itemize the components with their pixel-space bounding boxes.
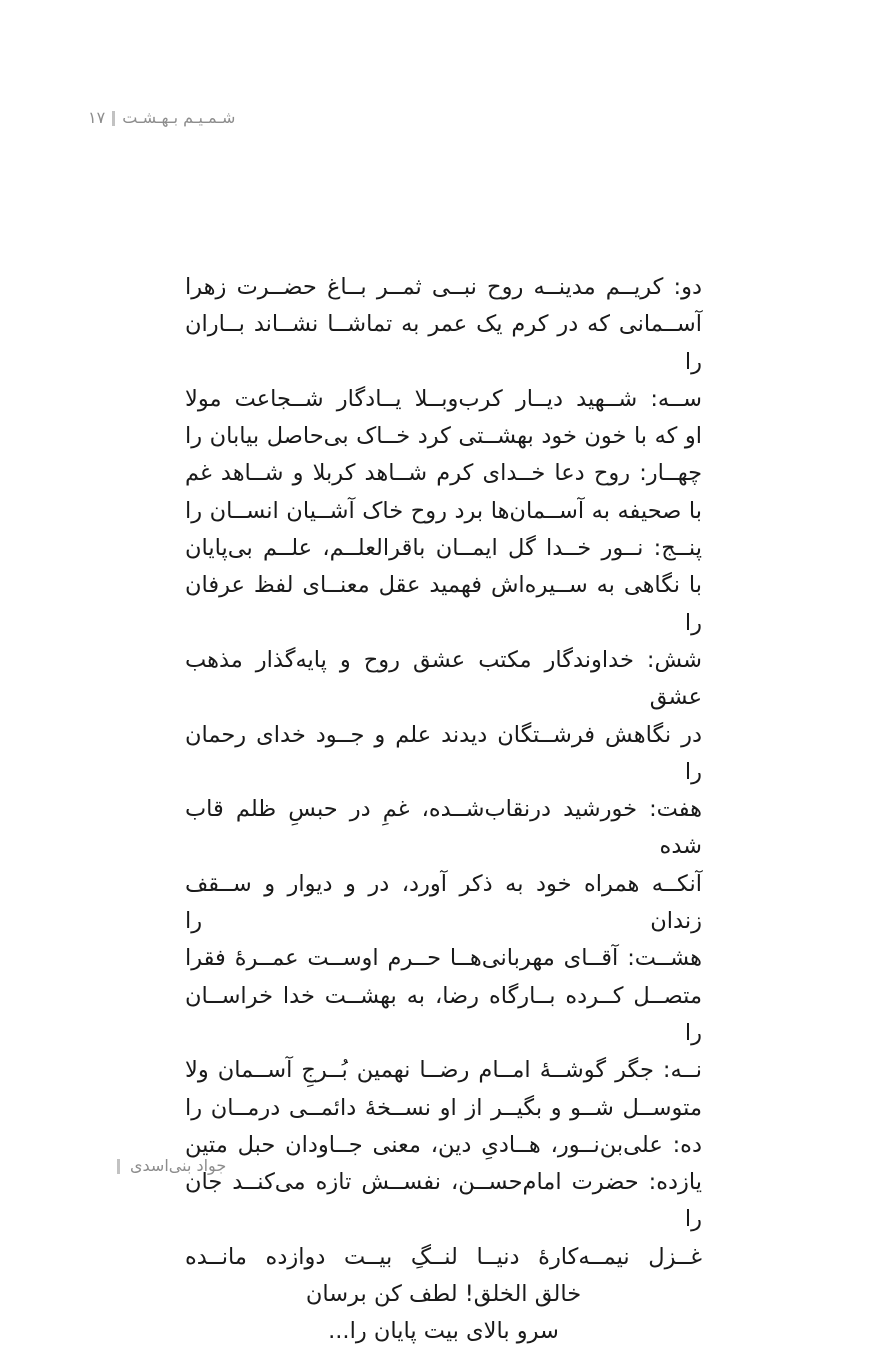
page-header (88, 110, 235, 126)
poem-line: هشــت: آقــای مهربانی‌هــا حــرم اوســت عمــرۀ فقرا (185, 945, 702, 972)
footer-separator-bar (117, 1159, 120, 1174)
poem-line: او که با خون خود بهشــتی کرد خــاک بی‌حاصل بیابان را (185, 423, 702, 450)
poem-line: ســه: شــهید دیــار کرب‌وبــلا یــادگار شــجاعت مولا (185, 385, 702, 412)
poem-line: در نگاهش فرشــتگان دیدند علم و جــود خدای رحمان را (185, 721, 702, 785)
poem-line: ده: علی‌بن‌نــور، هــادیِ دین، معنی جــاودان حبل متین (185, 1131, 702, 1158)
page-number: ۱۷ (88, 108, 106, 127)
poem-line: نــه: جگر گوشــۀ امــام رضــا نهمین بُــرجِ آســمان ولا (185, 1057, 702, 1084)
poem-line: آســمانی که در کرم یک عمر به تماشــا نشــاند بــاران را (185, 311, 702, 375)
page-footer (117, 1158, 226, 1174)
poem-line: آنکــه همراه خود به ذکر آورد، در و دیوار و ســقف زندان را (185, 870, 702, 935)
header-separator-bar (112, 111, 115, 126)
poem-line: چهــار: روح دعا خــدای کرم شــاهد کربلا و شــاهد غم (185, 460, 702, 487)
poem-line: سرو بالای بیت پایان را... (328, 1318, 559, 1345)
poem-line: متصــل کــرده بــارگاه رضا، به بهشــت خدا خراســان را (185, 982, 702, 1046)
poem-line: هفت: خورشید درنقاب‌شــده، غمِ در حبسِ ظلم قاب شده (185, 796, 702, 860)
poem-body (185, 269, 702, 1351)
poem-line: متوســل شــو و بگیــر از او نســخۀ دائمــی درمــان را (185, 1094, 702, 1121)
author-name: جواد بنی‌اسدی (130, 1156, 227, 1175)
poem-line: با صحیفه به آســمان‌ها برد روح خاک آشــیان انســان را (185, 497, 702, 524)
poem-line: پنــج: نــور خــدا گل ایمــان باقرالعلــم، علــم بی‌پایان (185, 535, 702, 562)
poem-line: شش: خداوندگار مکتب عشق روح و پایه‌گذار مذهب عشق (185, 646, 702, 711)
poem-line: خالق الخلق! لطف کن برسان (305, 1281, 582, 1308)
book-title: شـمـیـم بـهـشـت (122, 108, 236, 127)
poem-line: یازده: حضرت امام‌حســن، نفســش تازه می‌کنــد جان را (185, 1169, 702, 1233)
poem-line: دو: کریــم مدینــه روح نبــی ثمــر بــاغ حضــرت زهرا (185, 274, 702, 300)
poem-line: با نگاهی به ســیره‌اش فهمید عقل معنــای لفظ عرفان را (185, 572, 702, 636)
poem-line: غــزل نیمــه‌کارۀ دنیــا لنــگِ بیــت دوازده مانــده (185, 1243, 702, 1270)
